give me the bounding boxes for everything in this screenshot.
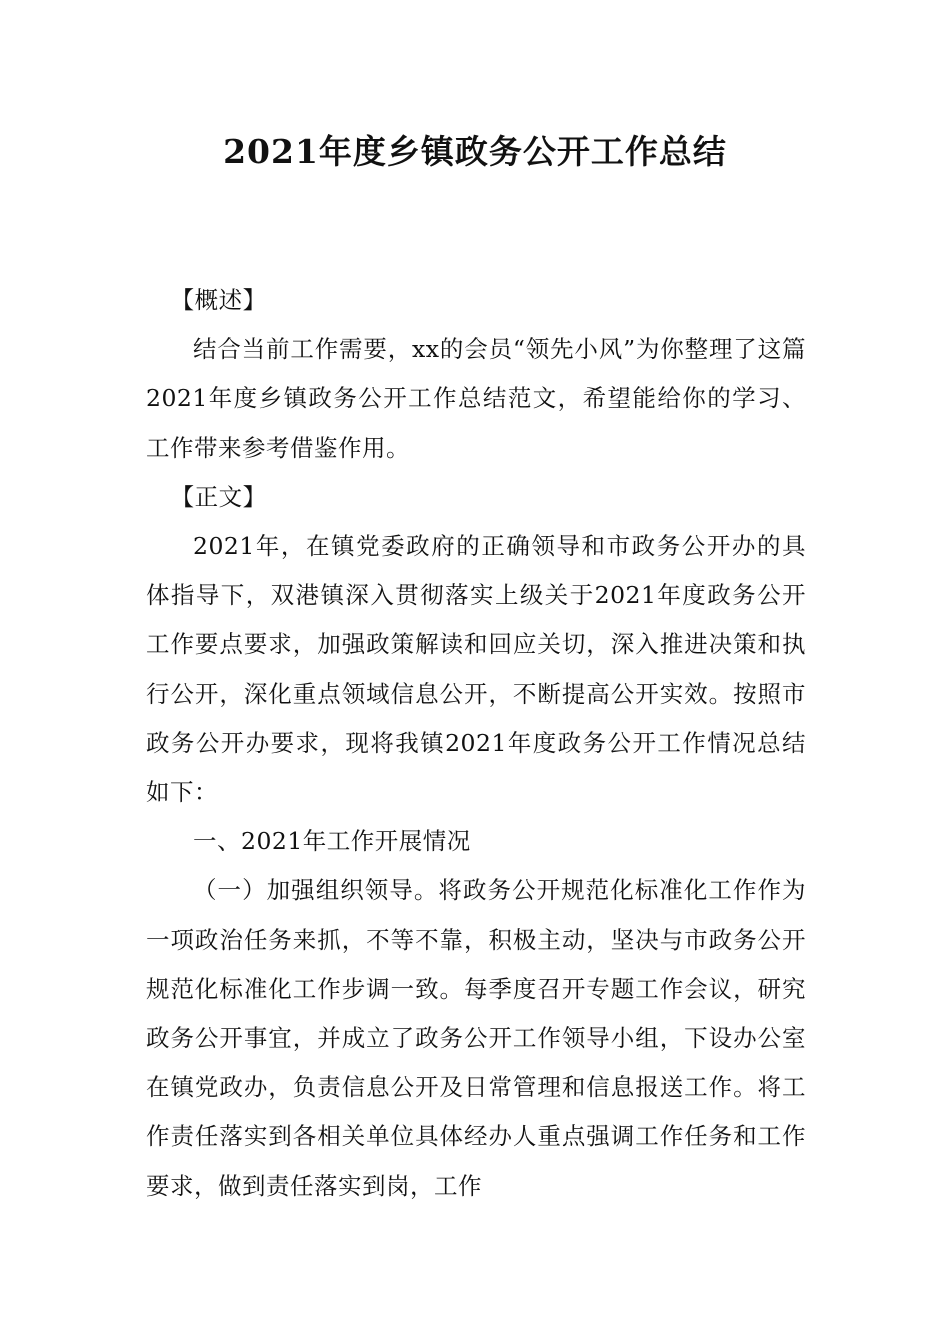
document-title: 2021年度乡镇政务公开工作总结 xyxy=(223,132,727,171)
document-body xyxy=(146,276,806,1211)
paragraph-overview: 结合当前工作需要，xx的会员“领先小风”为你整理了这篇2021年度乡镇政务公开工作总结范文，希望能给你的学习、工作带来参考借鉴作用。 xyxy=(146,335,806,462)
section-heading-main: 【正文】 xyxy=(170,482,267,511)
paragraph-section-one: 一、2021年工作开展情况 xyxy=(193,827,471,856)
paragraph-intro: 2021年，在镇党委政府的正确领导和市政务公开办的具体指导下，双港镇深入贯彻落实上级关于2021年度政务公开工作要点要求，加强政策解读和回应关切，深入推进决策和执行公开，深化重点领域信息公开，不断提高公开实效。按照市政务公开办要求，现将我镇2021年度政务公开工作情况总结如下： xyxy=(146,532,806,807)
section-heading-overview: 【概述】 xyxy=(170,286,267,314)
paragraph-organization: （一）加强组织领导。将政务公开规范化标准化工作作为一项政治任务来抓，不等不靠，积极主动，坚决与市政务公开规范化标准化工作步调一致。每季度召开专题工作会议，研究政务公开事宜，并成立了政务公开工作领导小组，下设办公室在镇党政办，负责信息公开及日常管理和信息报送工作。将工作责任落实到各相关单位具体经办人重点强调工作任务和工作要求，做到责任落实到岗，工作 xyxy=(146,876,806,1200)
